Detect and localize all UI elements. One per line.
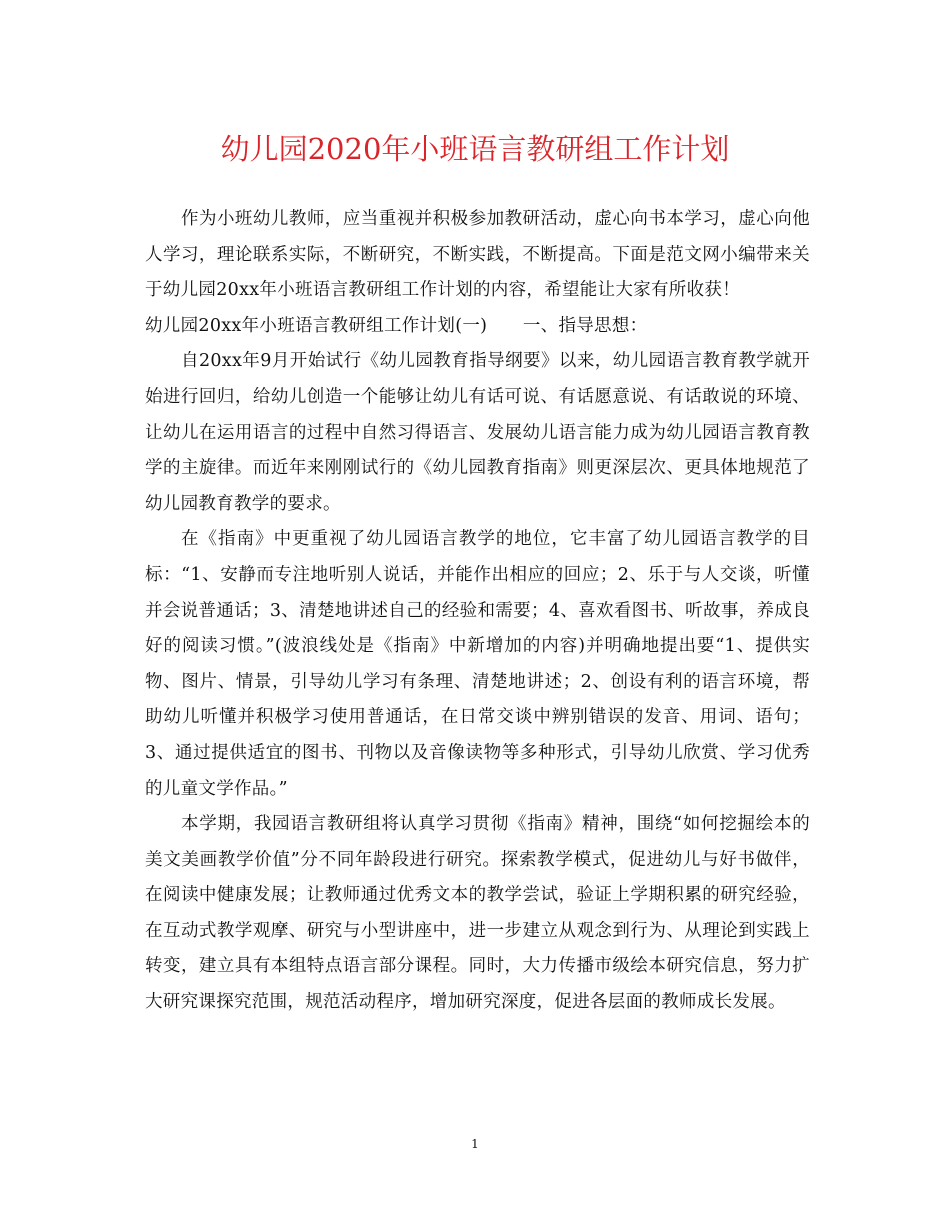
page-number: 1 xyxy=(471,1137,479,1151)
section-heading-line: 幼儿园20xx年小班语言教研组工作计划(一) 一、指导思想： xyxy=(145,315,648,336)
intro-paragraph: 作为小班幼儿教师，应当重视并积极参加教研活动，虚心向书本学习，虚心向他人学习，理论联系实际，不断研究，不断实践，不断提高。下面是范文网小编带来关于幼儿园20xx年小班语言教研组工作计划的内容，希望能让大家有所收获！ xyxy=(145,209,810,301)
body-paragraph: 自20xx年9月开始试行《幼儿园教育指导纲要》以来，幼儿园语言教育教学就开始进行回归，给幼儿创造一个能够让幼儿有话可说、有话愿意说、有话敢说的环境、让幼儿在运用语言的过程中自然习得语言、发展幼儿语言能力成为幼儿园语言教育教学的主旋律。而近年来刚刚试行的《幼儿园教育指南》则更深层次、更具体地规范了幼儿园教育教学的要求。 xyxy=(145,351,810,514)
document-title: 幼儿园2020年小班语言教研组工作计划 xyxy=(220,132,730,166)
body-paragraph: 在《指南》中更重视了幼儿园语言教学的地位，它丰富了幼儿园语言教学的目标：“1、安静而专注地听别人说话，并能作出相应的回应；2、乐于与人交谈，听懂并会说普通话；3、清楚地讲述自己的经验和需要；4、喜欢看图书、听故事，养成良好的阅读习惯。”(波浪线处是《指南》中新增加的内容)并明确地提出要“1、提供实物、图片、情景，引导幼儿学习有条理、清楚地讲述；2、创设有利的语言环境，帮助幼儿听懂并积极学习使用普通话，在日常交谈中辨别错误的发音、用词、语句；3、通过提供适宜的图书、刊物以及音像读物等多种形式，引导幼儿欣赏、学习优秀的儿童文学作品。” xyxy=(145,529,810,799)
document-body xyxy=(145,202,810,1021)
body-paragraph: 本学期，我园语言教研组将认真学习贯彻《指南》精神，围绕“如何挖掘绘本的美文美画教学价值”分不同年龄段进行研究。探索教学模式，促进幼儿与好书做伴，在阅读中健康发展；让教师通过优秀文本的教学尝试，验证上学期积累的研究经验，在互动式教学观摩、研究与小型讲座中，进一步建立从观念到行为、从理论到实践上转变，建立具有本组特点语言部分课程。同时，大力传播市级绘本研究信息，努力扩大研究课探究范围，规范活动程序，增加研究深度，促进各层面的教师成长发展。 xyxy=(145,814,810,1013)
